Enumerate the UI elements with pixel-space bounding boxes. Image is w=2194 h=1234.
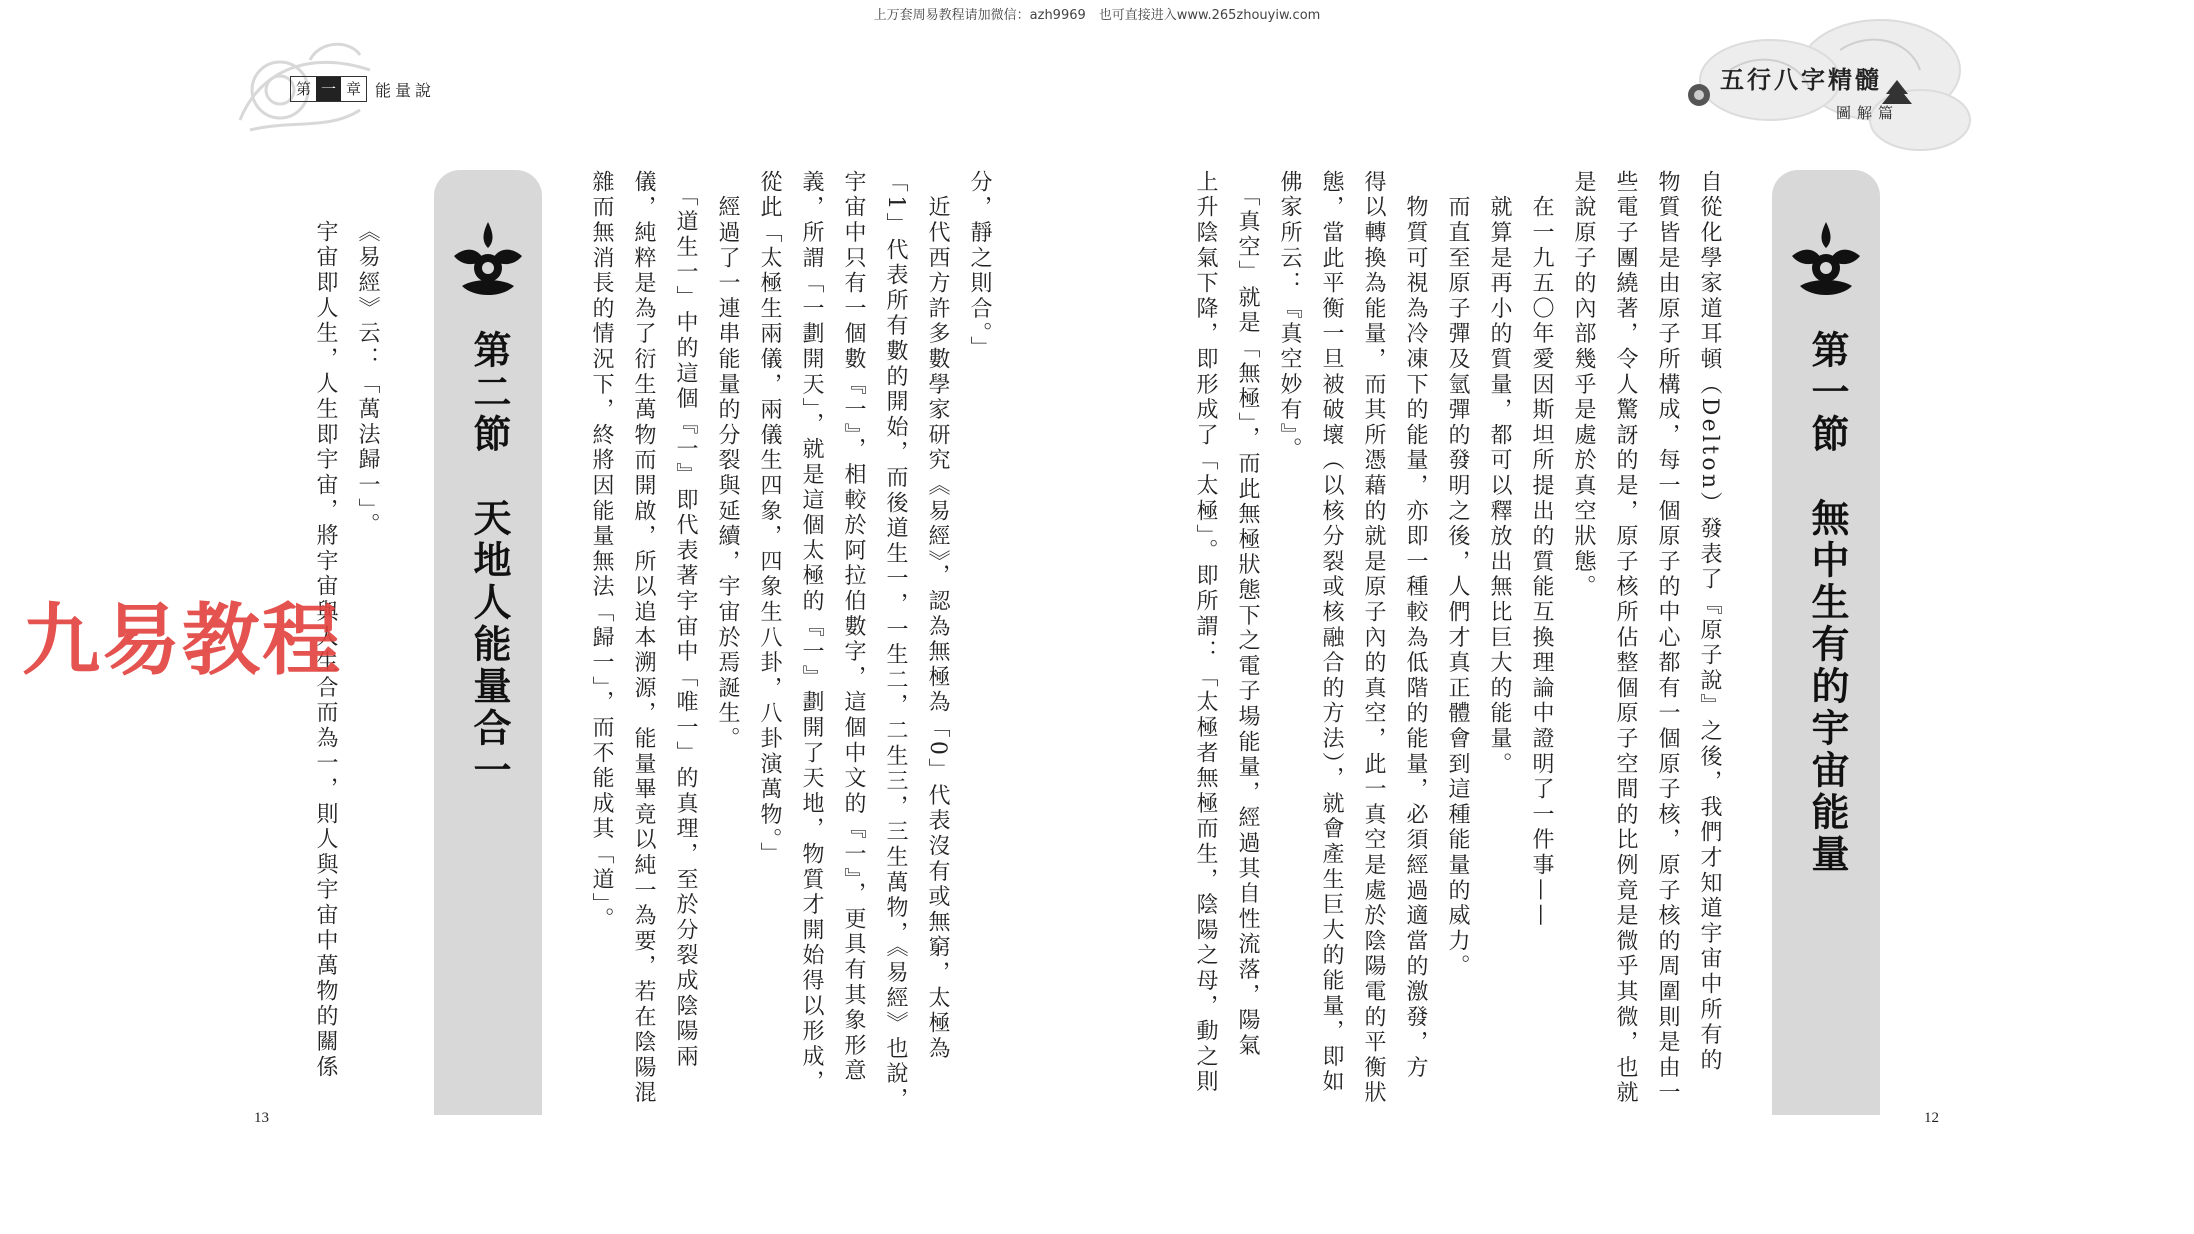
text-column: 態，當此平衡一旦被破壞（以核分裂或核融合的方法），就會產生巨大的能量，即如 <box>1319 170 1344 1096</box>
text-column: 「1」代表所有數的開始，而後道生一，一生二，二生三，三生萬物，《易經》也說， <box>883 170 908 1113</box>
text-column: 雜而無消長的情況下，終將因能量無法「歸一」，而不能成其「道」。 <box>589 170 614 933</box>
watermark: 九易教程 <box>22 596 343 686</box>
page-number-left: 13 <box>254 1110 269 1126</box>
text-column: 《易經》云：「萬法歸一」。 <box>355 220 380 538</box>
chapter-prefix: 第 <box>296 80 312 98</box>
text-column: 近代西方許多數學家研究《易經》，認為無極為「0」代表沒有或無窮，太極為 <box>925 170 950 1062</box>
right-page-body <box>1184 170 1730 1110</box>
chapter-badge <box>290 76 367 102</box>
text-column: 分，靜之則合。」 <box>967 170 992 362</box>
chapter-number: 一 <box>316 77 341 101</box>
text-column: 「真空」就是「無極」，而此無極狀態下之電子場能量，經過其自性流落，陽氣 <box>1235 170 1260 1059</box>
text-column: 自從化學家道耳頓（Delton）發表了『原子說』之後，我們才知道宇宙中所有的 <box>1697 170 1722 1074</box>
text-column: 物質可視為冷凍下的能量，亦即一種較為低階的能量，必須經過適當的激發，方 <box>1403 170 1428 1081</box>
lotus-emblem-icon <box>444 216 532 304</box>
chapter-suffix: 章 <box>346 80 362 98</box>
text-column: 儀，純粹是為了衍生萬物而開啟，所以追本溯源，能量畢竟以純一為要，若在陰陽混 <box>631 170 656 1107</box>
text-column: 義，所謂「一劃開天」，就是這個太極的『一』劃開了天地，物質才開始得以形成， <box>799 170 824 1096</box>
text-column: 宇宙即人生，人生即宇宙，將宇宙與人生合而為一，則人與宇宙中萬物的關係 <box>313 220 338 1081</box>
text-column: 上升陰氣下降，即形成了「太極」。即所謂：「太極者無極而生，陰陽之母，動之則 <box>1193 170 1218 1096</box>
text-column: 物質皆是由原子所構成，每一個原子的中心都有一個原子核，原子核的周圍則是由一 <box>1655 170 1680 1107</box>
text-column: 經過了一連串能量的分裂與延續，宇宙於焉誕生。 <box>715 170 740 752</box>
lotus-emblem-icon <box>1782 216 1870 304</box>
chapter-title: 能量說 <box>375 80 436 100</box>
section-title-right: 第一節 無中生有的宇宙能量 <box>1805 330 1849 876</box>
text-column: 是說原子的內部幾乎是處於真空狀態。 <box>1571 170 1596 601</box>
book-title: 五行八字精髓 <box>1720 65 1882 94</box>
rosette-icon <box>1686 82 1712 108</box>
text-column: 而直至原子彈及氫彈的發明之後，人們才真正體會到這種能量的威力。 <box>1445 170 1470 980</box>
left-page-body <box>580 170 1000 1113</box>
chapter-header <box>290 76 435 102</box>
page-number-right: 12 <box>1924 1110 1939 1126</box>
text-column: 在一九五〇年愛因斯坦所提出的質能互換理論中證明了一件事—— <box>1529 170 1554 929</box>
text-column: 宇宙中只有一個數『一』，相較於阿拉伯數字，這個中文的『一』，更具有其象形意 <box>841 170 866 1085</box>
top-note: 上万套周易教程请加微信：azh9969 也可直接进入www.265zhouyiw.com <box>873 8 1321 23</box>
text-column: 佛家所云：『真空妙有』。 <box>1277 170 1302 463</box>
text-column: 「道生一」中的這個『一』即代表著宇宙中「唯一」的真理，至於分裂成陰陽兩 <box>673 170 698 1070</box>
section-title-left: 第二節 天地人能量合一 <box>467 330 511 792</box>
text-column: 就算是再小的質量，都可以釋放出無比巨大的能量。 <box>1487 170 1512 778</box>
book-subtitle: 圖解篇 <box>1836 104 1900 122</box>
text-column: 得以轉換為能量，而其所憑藉的就是原子內的真空，此一真空是處於陰陽電的平衡狀 <box>1361 170 1386 1107</box>
pagoda-icon <box>1880 76 1914 106</box>
text-column: 些電子團繞著，令人驚訝的是，原子核所佔整個原子空間的比例竟是微乎其微，也就 <box>1613 170 1638 1107</box>
text-column: 從此「太極生兩儀，兩儀生四象，四象生八卦，八卦演萬物。」 <box>757 170 782 868</box>
